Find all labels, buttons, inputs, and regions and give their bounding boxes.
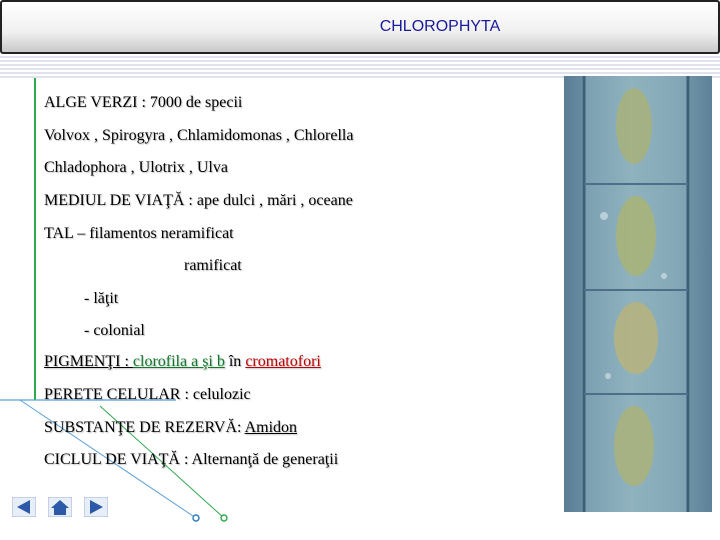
forward-button[interactable] [84,497,108,517]
line-mediul: MEDIUL DE VIAŢĂ : ape dulci , mări , oceane [44,192,353,209]
line-ciclul: CICLUL DE VIAŢĂ : Alternanţă de generaţii [44,451,339,468]
line-colonial: - colonial [84,322,145,339]
alga-filament-illustration [564,76,712,512]
alga-filament-photo [564,76,712,512]
line-species-1: Volvox , Spirogyra , Chlamidomonas , Chlorella [44,127,354,144]
line-perete: PERETE CELULAR : celulozic [44,386,251,403]
forward-arrow-icon [84,497,108,517]
line-substante [44,419,297,437]
back-arrow-icon [12,497,36,517]
home-icon [48,497,72,517]
line-species-2: Chladophora , Ulotrix , Ulva [44,159,228,176]
line-pigmenti [44,353,321,371]
pigmenti-cromatofori: cromatofori [245,353,321,370]
line-tal: TAL – filamentos neramificat [44,225,234,242]
substante-label: SUBSTANŢE DE REZERVĂ: [44,419,245,436]
pigmenti-label: PIGMENŢI : [44,353,133,370]
line-ramificat: ramificat [184,257,242,274]
line-alge-verzi: ALGE VERZI : 7000 de specii [44,94,243,111]
home-button[interactable] [48,497,72,517]
pigmenti-mid: în [224,353,246,370]
substante-value: Amidon [244,419,298,436]
slide-title: CHLOROPHYTA [379,18,501,35]
pigmenti-green: clorofila a şi b [132,353,225,370]
back-button[interactable] [12,497,36,517]
line-latit: - lăţit [84,290,119,307]
